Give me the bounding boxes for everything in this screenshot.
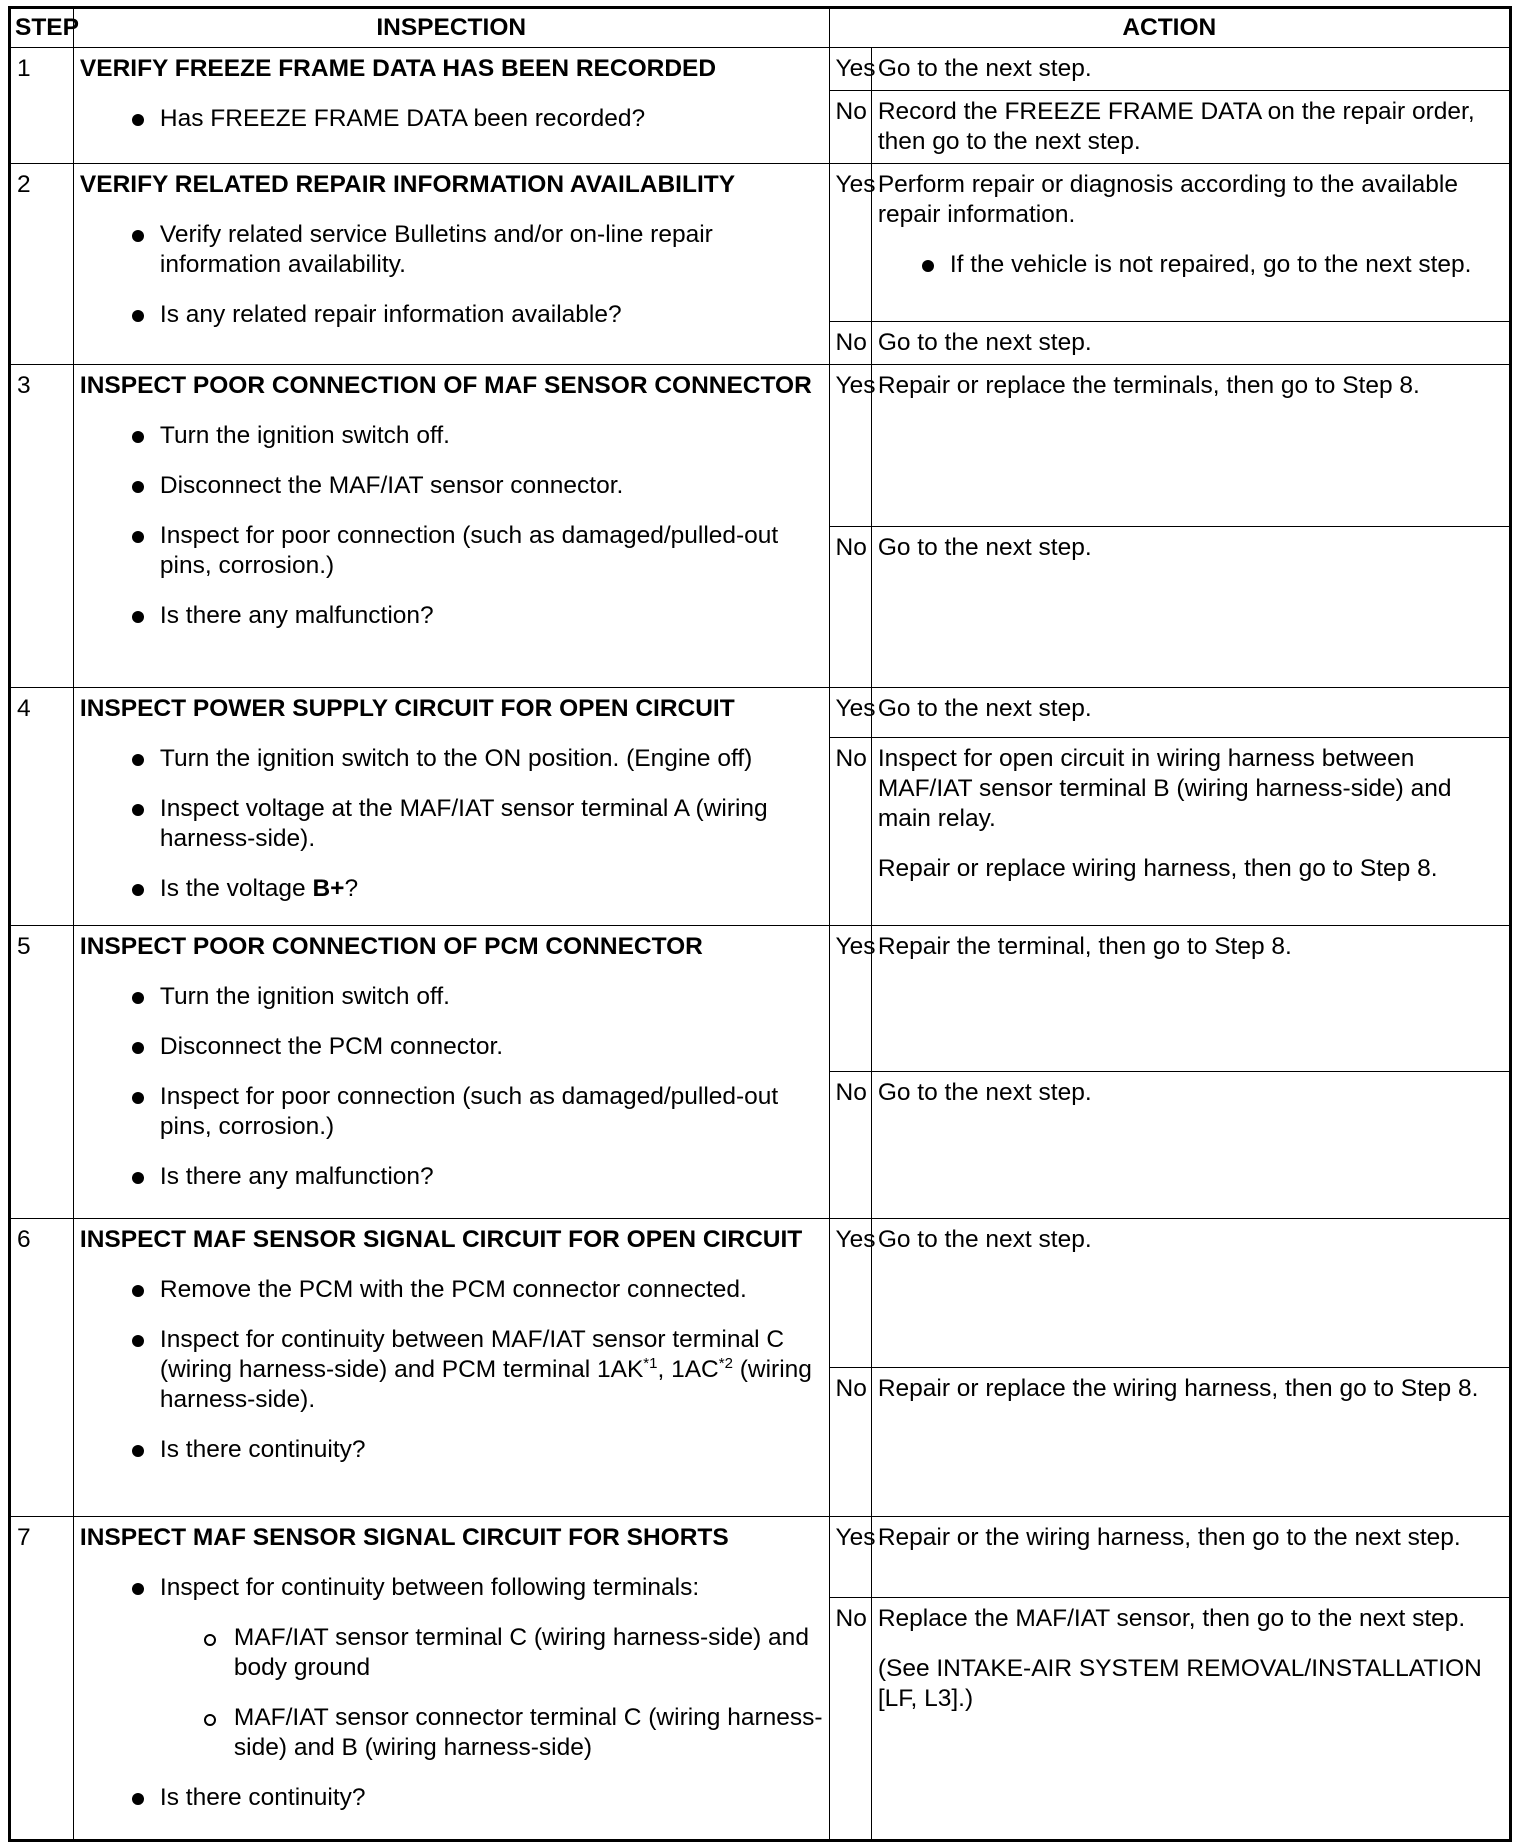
yes-action: Perform repair or diagnosis according to the available repair information. xyxy=(877,171,1458,228)
yes-label: Yes xyxy=(829,164,871,322)
yes-action-cell xyxy=(871,164,1510,322)
no-label: No xyxy=(829,322,871,365)
continuity-text-3: (wiring harness-side). xyxy=(159,1356,812,1413)
inspection-title: VERIFY FREEZE FRAME DATA HAS BEEN RECORDED xyxy=(79,55,717,82)
inspection-bullet xyxy=(80,1325,823,1415)
no-action: Record the FREEZE FRAME DATA on the repair order, then go to the next step. xyxy=(871,91,1510,164)
inspection-bullet xyxy=(80,874,823,904)
inspection-cell xyxy=(73,688,829,926)
step-number: 7 xyxy=(10,1517,74,1841)
no-label: No xyxy=(829,1072,871,1219)
inspection-bullet: Turn the ignition switch off. xyxy=(80,421,823,451)
inspection-sub-bullet: MAF/IAT sensor terminal C (wiring harness-side) and body ground xyxy=(80,1623,823,1683)
yes-action: Repair the terminal, then go to Step 8. xyxy=(871,926,1510,1072)
inspection-bullet: Has FREEZE FRAME DATA been recorded? xyxy=(80,104,823,134)
inspection-title: INSPECT MAF SENSOR SIGNAL CIRCUIT FOR SHORTS xyxy=(79,1524,729,1551)
yes-action: Go to the next step. xyxy=(871,48,1510,91)
bullet-text: Is the voltage xyxy=(159,875,313,902)
step-number: 4 xyxy=(10,688,74,926)
inspection-title: INSPECT POOR CONNECTION OF MAF SENSOR CONNECTOR xyxy=(79,372,812,399)
no-action: Go to the next step. xyxy=(871,322,1510,365)
yes-label: Yes xyxy=(829,1517,871,1598)
diagnostic-table xyxy=(8,6,1512,1842)
yes-action: Repair or replace the terminals, then go to Step 8. xyxy=(871,365,1510,527)
inspection-bullet: Disconnect the PCM connector. xyxy=(80,1032,823,1062)
inspection-cell xyxy=(73,164,829,365)
no-label: No xyxy=(829,527,871,688)
yes-label: Yes xyxy=(829,926,871,1072)
inspection-bullet: Inspect voltage at the MAF/IAT sensor terminal A (wiring harness-side). xyxy=(80,794,823,854)
inspection-bullet: Disconnect the MAF/IAT sensor connector. xyxy=(80,471,823,501)
yes-label: Yes xyxy=(829,48,871,91)
header-step: STEP xyxy=(10,8,74,48)
step-number: 5 xyxy=(10,926,74,1219)
footnote-1: *1 xyxy=(643,1355,658,1372)
bullet-end: ? xyxy=(344,875,359,902)
action-bullet: If the vehicle is not repaired, go to the next step. xyxy=(878,250,1503,280)
no-action: Replace the MAF/IAT sensor, then go to the next step. xyxy=(877,1605,1466,1632)
voltage-value: B+ xyxy=(312,875,345,902)
step-row-2 xyxy=(10,164,1511,322)
continuity-text-2: , 1AC xyxy=(657,1356,719,1383)
inspection-sub-bullet: MAF/IAT sensor connector terminal C (wiring harness-side) and B (wiring harness-side) xyxy=(80,1703,823,1763)
inspection-bullet: Remove the PCM with the PCM connector connected. xyxy=(80,1275,823,1305)
no-label: No xyxy=(829,738,871,926)
step-row-7 xyxy=(10,1517,1511,1598)
inspection-title: INSPECT POOR CONNECTION OF PCM CONNECTOR xyxy=(79,933,703,960)
inspection-bullet: Verify related service Bulletins and/or on-line repair information availability. xyxy=(80,220,823,280)
inspection-cell xyxy=(73,365,829,688)
yes-label: Yes xyxy=(829,688,871,738)
footnote-2: *2 xyxy=(718,1355,733,1372)
header-row xyxy=(10,8,1511,48)
no-label: No xyxy=(829,1598,871,1841)
inspection-bullet: Turn the ignition switch to the ON position. (Engine off) xyxy=(80,744,823,774)
step-number: 1 xyxy=(10,48,74,164)
step-number: 3 xyxy=(10,365,74,688)
header-action: ACTION xyxy=(829,8,1510,48)
step-number: 2 xyxy=(10,164,74,365)
continuity-text: Inspect for continuity between MAF/IAT sensor terminal C (wiring harness-side) and PCM terminal 1AK xyxy=(159,1326,785,1383)
step-row-4 xyxy=(10,688,1511,738)
inspection-bullet: Is there continuity? xyxy=(80,1435,823,1465)
inspection-bullet: Inspect for poor connection (such as damaged/pulled-out pins, corrosion.) xyxy=(80,1082,823,1142)
inspection-bullet: Is any related repair information available? xyxy=(80,300,823,330)
step-row-6 xyxy=(10,1219,1511,1368)
inspection-bullet: Inspect for continuity between following terminals: xyxy=(80,1573,823,1603)
inspection-bullet: Turn the ignition switch off. xyxy=(80,982,823,1012)
no-action: Inspect for open circuit in wiring harness between MAF/IAT sensor terminal B (wiring harness-side) and main relay. xyxy=(877,745,1452,832)
inspection-cell xyxy=(73,1517,829,1841)
step-row-3 xyxy=(10,365,1511,527)
header-inspection: INSPECTION xyxy=(73,8,829,48)
inspection-title: INSPECT POWER SUPPLY CIRCUIT FOR OPEN CIRCUIT xyxy=(79,695,735,722)
inspection-cell xyxy=(73,1219,829,1517)
inspection-title: VERIFY RELATED REPAIR INFORMATION AVAILABILITY xyxy=(79,171,736,198)
yes-action: Go to the next step. xyxy=(871,1219,1510,1368)
no-label: No xyxy=(829,91,871,164)
inspection-cell xyxy=(73,48,829,164)
inspection-bullet: Inspect for poor connection (such as damaged/pulled-out pins, corrosion.) xyxy=(80,521,823,581)
no-action-repair: Repair or replace wiring harness, then go to Step 8. xyxy=(877,855,1438,882)
no-label: No xyxy=(829,1368,871,1517)
step-row-5 xyxy=(10,926,1511,1072)
inspection-bullet: Is there continuity? xyxy=(80,1783,823,1813)
inspection-bullet: Is there any malfunction? xyxy=(80,1162,823,1192)
no-action: Go to the next step. xyxy=(871,1072,1510,1219)
inspection-bullet: Is there any malfunction? xyxy=(80,601,823,631)
no-action-reference: (See INTAKE-AIR SYSTEM REMOVAL/INSTALLATION [LF, L3].) xyxy=(877,1655,1482,1712)
yes-action: Go to the next step. xyxy=(871,688,1510,738)
inspection-title: INSPECT MAF SENSOR SIGNAL CIRCUIT FOR OPEN CIRCUIT xyxy=(79,1226,803,1253)
yes-action: Repair or the wiring harness, then go to the next step. xyxy=(871,1517,1510,1598)
no-action-cell xyxy=(871,1598,1510,1841)
no-action: Repair or replace the wiring harness, then go to Step 8. xyxy=(871,1368,1510,1517)
yes-label: Yes xyxy=(829,1219,871,1368)
step-row-1 xyxy=(10,48,1511,91)
step-number: 6 xyxy=(10,1219,74,1517)
no-action: Go to the next step. xyxy=(871,527,1510,688)
yes-label: Yes xyxy=(829,365,871,527)
inspection-cell xyxy=(73,926,829,1219)
no-action-cell xyxy=(871,738,1510,926)
